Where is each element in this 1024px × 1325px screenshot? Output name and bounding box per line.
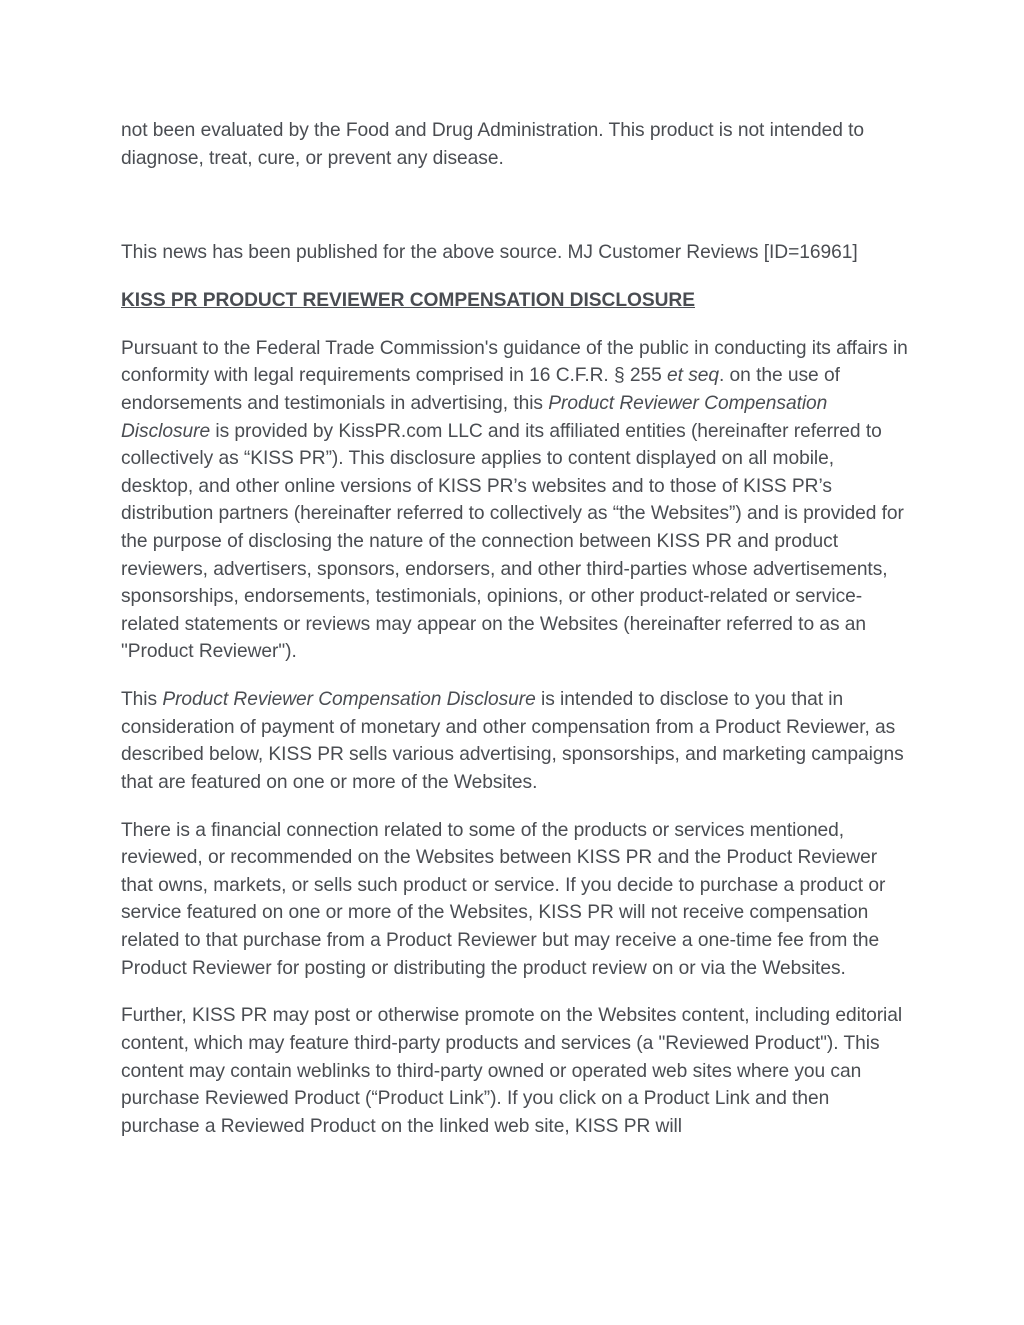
document-page [121, 117, 911, 1161]
ftc-text-disclosure-title: Product Reviewer Compensation Disclosure [121, 392, 828, 442]
disclosure-heading: KISS PR PRODUCT REVIEWER COMPENSATION DISCLOSURE [121, 289, 695, 311]
ftc-text-a: Pursuant to the Federal Trade Commission's guidance of the public in conducting its affairs in conformity with legal requirements comprised in 16 C.F.R. § 255 [121, 337, 908, 387]
intent-paragraph [121, 686, 911, 796]
intent-text-c: is intended to disclose to you that in consideration of payment of monetary and other compensation from a Product Reviewer, as described below, KISS PR sells various advertising, sponsorships, and marketing campaigns that are featured on one or more of the Websites. [121, 689, 904, 793]
financial-connection-paragraph: There is a financial connection related to some of the products or services mentioned, reviewed, or recommended on the Websites between KISS PR and the Product Reviewer that owns, markets, or sells such product or service. If you decide to purchase a product or service featured on one or more of the Websites, KISS PR will not receive compensation related to that purchase from a Product Reviewer but may receive a one-time fee from the Product Reviewer for posting or distributing the product review on or via the Websites. [121, 819, 886, 979]
ftc-paragraph [121, 335, 911, 666]
paragraph-spacer [121, 172, 911, 239]
intent-text-a: This [121, 689, 163, 711]
ftc-text-et-seq: et seq [667, 365, 719, 387]
intent-text-disclosure-title: Product Reviewer Compensation Disclosure [162, 689, 536, 711]
product-link-paragraph: Further, KISS PR may post or otherwise promote on the Websites content, including editorial content, which may feature third-party products and services (a "Reviewed Product"). This content may contain weblinks to third-party owned or operated web sites where you can purchase Reviewed Product (“Product Link”). If you click on a Product Link and then purchase a Reviewed Product on the linked web site, KISS PR will [121, 1005, 903, 1137]
ftc-text-c: . on the use of endorsements and testimonials in advertising, this [121, 365, 840, 414]
fda-disclaimer-paragraph: not been evaluated by the Food and Drug Administration. This product is not intended to diagnose, treat, cure, or prevent any disease. [121, 120, 865, 169]
source-paragraph: This news has been published for the above source. MJ Customer Reviews [ID=16961] [121, 242, 858, 264]
ftc-text-e: is provided by KissPR.com LLC and its affiliated entities (hereinafter referred to collectively as “KISS PR”). This disclosure applies to content displayed on all mobile, desktop, and other online versions of KISS PR’s websites and to those of KISS PR’s distribution partners (hereinafter referred to collectively as “the Websites”) and is provided for the purpose of disclosing the nature of the connection between KISS PR and product reviewers, advertisers, sponsors, endorsers, and other third-parties whose advertisements, sponsorships, endorsements, testimonials, opinions, or other product-related or service-related statements or reviews may appear on the Websites (hereinafter referred to as an "Product Reviewer"). [121, 420, 904, 663]
